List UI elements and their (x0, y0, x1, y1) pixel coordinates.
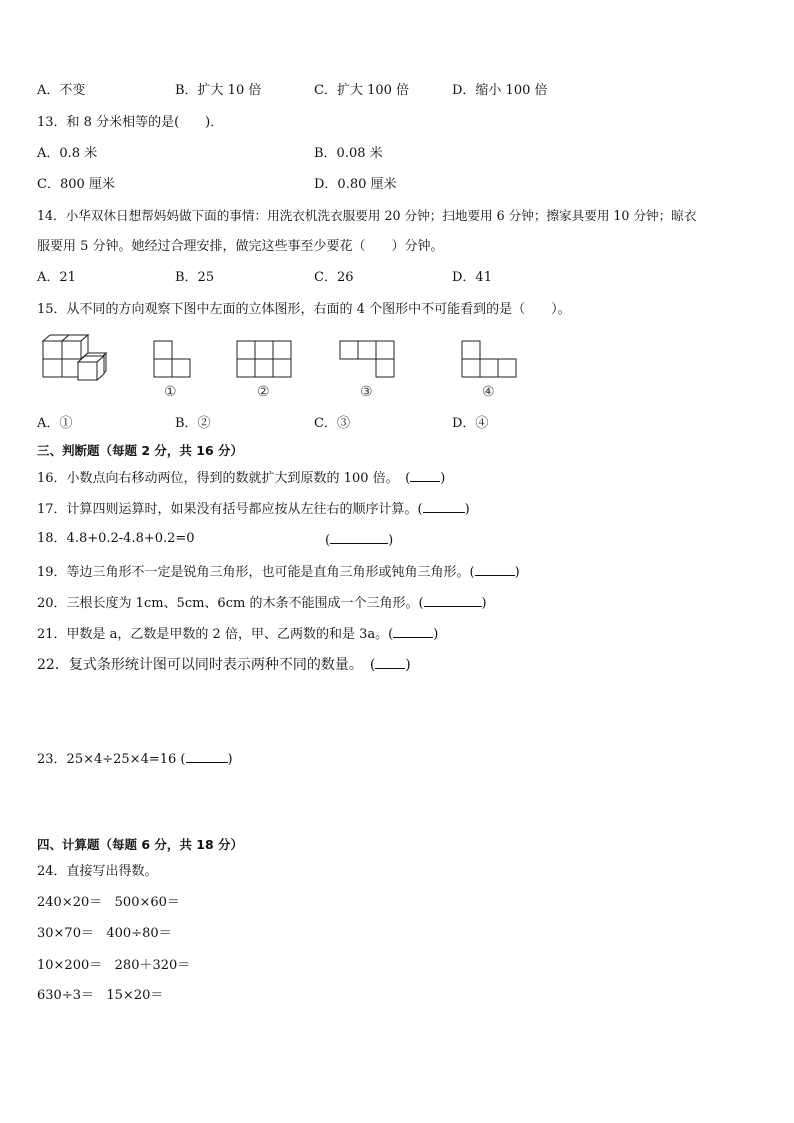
q12-option-b: B．扩大 10 倍 (175, 83, 262, 98)
q13-option-c: C．800 厘米 (37, 177, 115, 192)
calc-item: 240×20＝ (37, 895, 103, 910)
q12-option-d: D．缩小 100 倍 (452, 83, 548, 98)
q18-answer-blank[interactable] (330, 531, 388, 544)
q19-close: ) (514, 565, 520, 580)
q20-close: ) (481, 596, 487, 611)
q18-open: ( (325, 533, 331, 548)
q19-text: 19．等边三角形不一定是锐角三角形，也可能是直角三角形或钝角三角形。( (37, 565, 475, 580)
q21-answer-blank[interactable] (393, 625, 433, 638)
q15-view-2-label: ② (257, 384, 270, 400)
q21-close: ) (433, 627, 439, 642)
q20 (37, 594, 487, 612)
q19-answer-blank[interactable] (475, 563, 515, 576)
q17-close: ) (464, 502, 470, 517)
q22-text: 22．复式条形统计图可以同时表示两种不同的数量。 ( (37, 657, 376, 673)
q21 (37, 625, 438, 643)
q14-option-a: A．21 (37, 270, 76, 285)
calc-row (37, 958, 190, 974)
q18-text: 18．4.8+0.2-4.8+0.2=0 (37, 531, 195, 546)
section4-heading: 四、计算题（每题 6 分，共 18 分） (37, 837, 244, 852)
q12-option-a: A．不变 (37, 83, 86, 98)
q14-option-b: B．25 (175, 270, 215, 285)
q13-option-a: A．0.8 米 (37, 146, 98, 161)
q16-text: 16．小数点向右移动两位，得到的数就扩大到原数的 100 倍。 ( (37, 471, 411, 486)
q14-stem-line1: 14．小华双休日想帮妈妈做下面的事情：用洗衣机洗衣服要用 20 分钟；扫地要用 6 分钟；擦家具要用 10 分钟；晾衣 (37, 208, 697, 223)
q12-option-c: C．扩大 100 倍 (314, 83, 410, 98)
q22 (37, 656, 411, 673)
q18-close: ) (388, 533, 394, 548)
q15-view-3 (339, 340, 397, 378)
q15-view-1 (153, 340, 193, 378)
q19 (37, 563, 520, 581)
calc-row (37, 988, 163, 1004)
q16-answer-blank[interactable] (410, 469, 440, 482)
q15-option-c: C．③ (314, 416, 350, 431)
q15-view-4 (461, 340, 519, 378)
q22-close: ) (405, 657, 411, 673)
q17-text: 17．计算四则运算时，如果没有括号都应按从左往右的顺序计算。( (37, 502, 423, 517)
calc-row (37, 926, 172, 942)
q18-answer (325, 531, 393, 549)
q13-stem: 13．和 8 分米相等的是( )． (37, 115, 224, 130)
q16 (37, 469, 445, 487)
calc-row (37, 895, 180, 911)
q20-answer-blank[interactable] (424, 594, 482, 607)
q22-answer-blank[interactable] (375, 656, 405, 669)
calc-item: 400÷80＝ (106, 926, 172, 941)
section3-heading: 三、判断题（每题 2 分，共 16 分） (37, 443, 244, 458)
calc-item: 630÷3＝ (37, 988, 94, 1003)
q17 (37, 500, 470, 518)
q13-option-b: B．0.08 米 (314, 146, 383, 161)
q13-option-d: D．0.80 厘米 (314, 177, 397, 192)
q14-stem-line2: 服要用 5 分钟。她经过合理安排，做完这些事至少要花（ ）分钟。 (37, 239, 444, 254)
q15-view-3-label: ③ (360, 384, 373, 400)
q14-option-c: C．26 (314, 270, 354, 285)
q15-stem: 15．从不同的方向观察下图中左面的立体图形，右面的 4 个图形中不可能看到的是（ ）。 (37, 302, 571, 317)
calc-item: 15×20＝ (106, 988, 164, 1003)
q15-option-a: A．① (37, 416, 73, 431)
calc-item: 500×60＝ (114, 895, 180, 910)
q15-view-1-label: ① (164, 384, 177, 400)
calc-item: 30×70＝ (37, 926, 94, 941)
q15-option-d: D．④ (452, 416, 489, 431)
q24-stem: 24．直接写出得数。 (37, 864, 158, 879)
q17-answer-blank[interactable] (423, 500, 465, 513)
q15-view-4-label: ④ (482, 384, 495, 400)
q23-text: 23．25×4÷25×4=16 ( (37, 752, 186, 767)
q23 (37, 750, 233, 768)
calc-item: 10×200＝ (37, 958, 103, 973)
q14-option-d: D．41 (452, 270, 492, 285)
q15-view-2 (236, 340, 294, 378)
q23-answer-blank[interactable] (186, 750, 228, 763)
q23-close: ) (227, 752, 233, 767)
calc-item: 280＋320＝ (114, 958, 191, 973)
q16-close: ) (440, 471, 446, 486)
q18 (37, 531, 195, 547)
q15-option-b: B．② (175, 416, 211, 431)
q15-solid-figure (42, 332, 112, 382)
q21-text: 21．甲数是 a，乙数是甲数的 2 倍，甲、乙两数的和是 3a。( (37, 627, 394, 642)
q20-text: 20．三根长度为 1cm、5cm、6cm 的木条不能围成一个三角形。( (37, 596, 424, 611)
